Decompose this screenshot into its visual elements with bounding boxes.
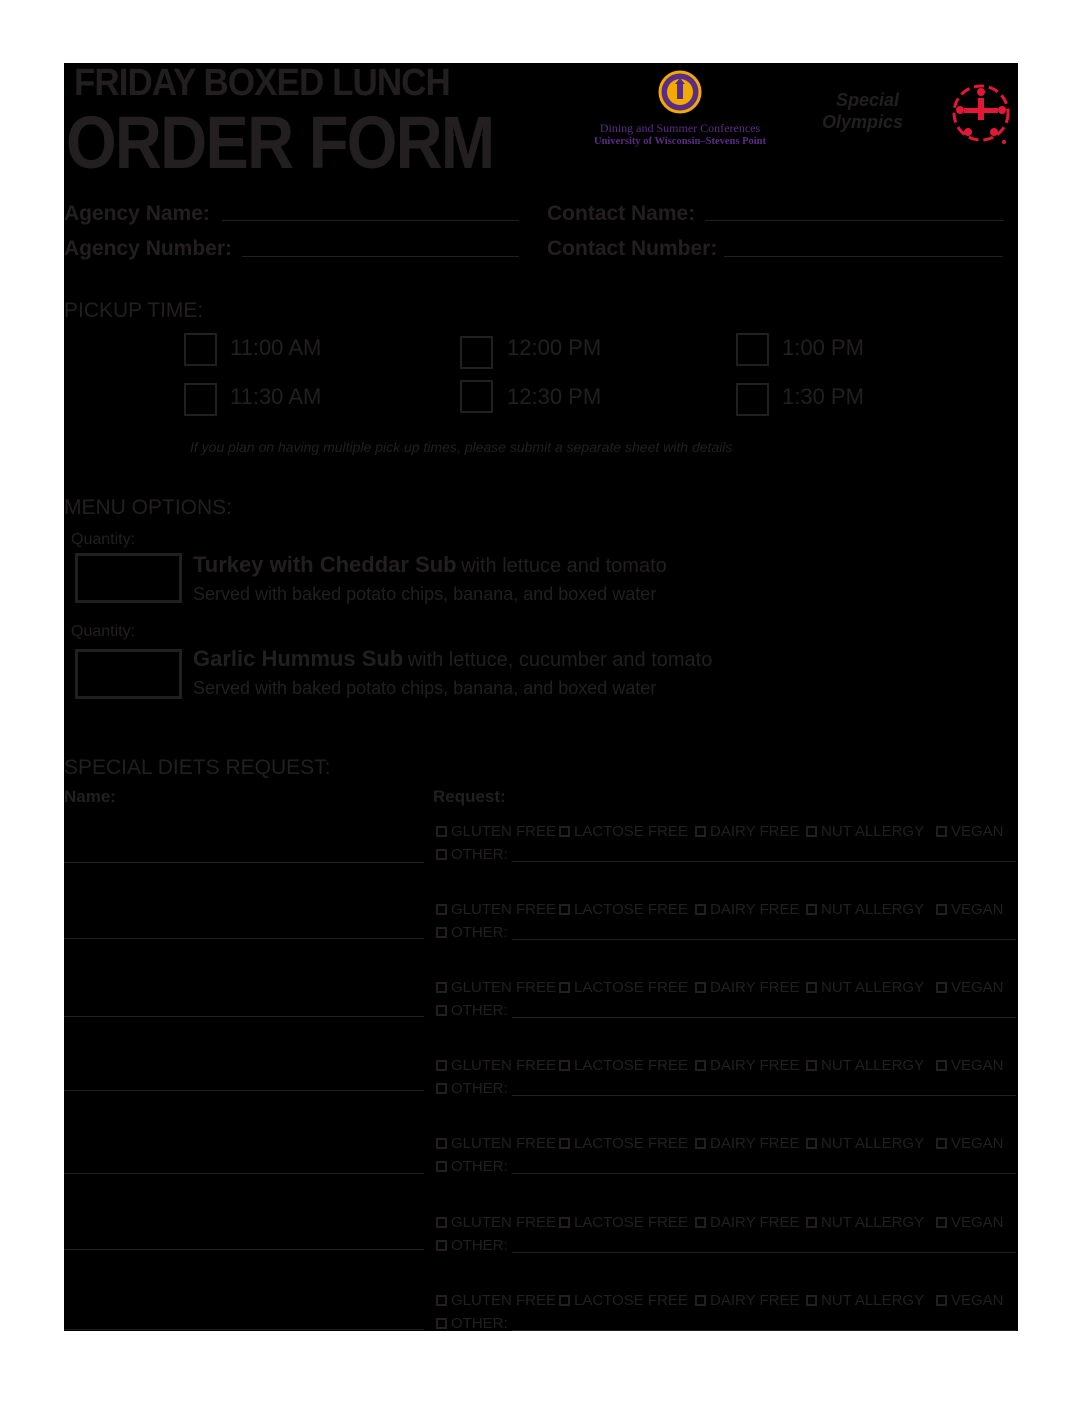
pickup-checkbox-1230[interactable]: [460, 380, 493, 413]
diet-option-label: VEGAN: [951, 1135, 1004, 1152]
checkbox-icon[interactable]: [936, 1295, 947, 1306]
pickup-time-label: 11:00 AM: [230, 335, 322, 360]
pickup-time-heading: PICKUP TIME:: [64, 299, 204, 322]
diet-option-lactose-free[interactable]: [559, 1057, 688, 1074]
diet-other-label: OTHER:: [451, 846, 508, 863]
so-logo-line1: Special: [836, 90, 900, 110]
diet-option-label: NUT ALLERGY: [821, 901, 925, 918]
diet-option-vegan[interactable]: [936, 979, 1004, 996]
pickup-checkbox-0100[interactable]: [736, 333, 769, 366]
checkbox-icon[interactable]: [559, 1295, 570, 1306]
diet-other-label: OTHER:: [451, 1237, 508, 1254]
checkbox-icon[interactable]: [436, 927, 447, 938]
diet-option-dairy-free[interactable]: [695, 823, 799, 840]
special-olympics-logo: [818, 78, 1018, 152]
checkbox-icon[interactable]: [695, 1217, 706, 1228]
checkbox-icon[interactable]: [936, 1060, 947, 1071]
checkbox-icon[interactable]: [436, 904, 447, 915]
diet-option-label: NUT ALLERGY: [821, 979, 925, 996]
checkbox-icon[interactable]: [936, 1217, 947, 1228]
diet-option-label: GLUTEN FREE: [451, 823, 557, 840]
uwsp-seal-icon: [658, 70, 702, 114]
checkbox-icon[interactable]: [936, 826, 947, 837]
menu-options-heading: MENU OPTIONS:: [64, 496, 233, 519]
diet-option-gluten-free[interactable]: [436, 1292, 556, 1309]
diet-option-label: GLUTEN FREE: [451, 1292, 557, 1309]
diets-name-column: Name:: [64, 787, 116, 806]
menu-item-desc: with lettuce and tomato: [461, 555, 667, 577]
checkbox-icon[interactable]: [936, 904, 947, 915]
uwsp-logo: [560, 70, 800, 152]
diet-other-field[interactable]: [512, 1330, 1016, 1331]
menu-item-name: Garlic Hummus Sub: [193, 646, 404, 671]
checkbox-icon[interactable]: [436, 1318, 447, 1329]
diet-option-label: GLUTEN FREE: [451, 1135, 557, 1152]
menu-item-sides: Served with baked potato chips, banana, and boxed water: [193, 584, 657, 604]
checkbox-icon[interactable]: [436, 1217, 447, 1228]
diet-option-label: NUT ALLERGY: [821, 1292, 925, 1309]
diet-option-lactose-free[interactable]: [559, 901, 688, 918]
checkbox-icon[interactable]: [436, 1161, 447, 1172]
diet-option-nut-allergy[interactable]: [806, 823, 924, 840]
diet-option-label: LACTOSE FREE: [574, 1057, 688, 1074]
special-olympics-mark-icon: [946, 78, 1016, 148]
uwsp-logo-line1: Dining and Summer Conferences: [599, 121, 761, 135]
pickup-time-label: 12:30 PM: [507, 384, 602, 409]
diet-name-field[interactable]: [64, 1249, 424, 1250]
checkbox-icon[interactable]: [436, 982, 447, 993]
agency-number-label: Agency Number:: [64, 237, 233, 260]
checkbox-icon[interactable]: [695, 982, 706, 993]
diet-other-label: OTHER:: [451, 924, 508, 941]
diet-option-nut-allergy[interactable]: [806, 1292, 924, 1309]
diet-option-label: VEGAN: [951, 1292, 1004, 1309]
diet-other-label: OTHER:: [451, 1158, 508, 1175]
pickup-time-label: 1:30 PM: [782, 384, 864, 409]
diet-other-field[interactable]: [512, 939, 1016, 940]
diet-option-label: DAIRY FREE: [710, 901, 800, 918]
diet-option-vegan[interactable]: [936, 1292, 1004, 1309]
checkbox-icon[interactable]: [806, 904, 817, 915]
diet-option-label: DAIRY FREE: [710, 1292, 800, 1309]
menu-item-turkey: [193, 552, 667, 578]
pickup-checkbox-0130[interactable]: [736, 383, 769, 416]
pickup-time-label: 11:30 AM: [230, 384, 322, 409]
diet-option-label: NUT ALLERGY: [821, 1057, 925, 1074]
checkbox-icon[interactable]: [806, 1295, 817, 1306]
diet-option-dairy-free[interactable]: [695, 979, 799, 996]
diet-option-other[interactable]: [436, 1315, 508, 1332]
contact-name-field[interactable]: [705, 220, 1004, 221]
diet-name-field[interactable]: [64, 1090, 424, 1091]
diet-option-label: NUT ALLERGY: [821, 1135, 925, 1152]
diet-option-label: LACTOSE FREE: [574, 1214, 688, 1231]
checkbox-icon[interactable]: [695, 904, 706, 915]
diet-option-dairy-free[interactable]: [695, 1135, 799, 1152]
checkbox-icon[interactable]: [436, 1060, 447, 1071]
diet-name-field[interactable]: [64, 1016, 424, 1017]
diet-option-dairy-free[interactable]: [695, 1292, 799, 1309]
diet-option-label: GLUTEN FREE: [451, 1214, 557, 1231]
checkbox-icon[interactable]: [559, 904, 570, 915]
diet-option-vegan[interactable]: [936, 1057, 1004, 1074]
diet-option-label: LACTOSE FREE: [574, 1135, 688, 1152]
diet-option-other[interactable]: [436, 1237, 508, 1254]
diet-option-gluten-free[interactable]: [436, 1214, 556, 1231]
checkbox-icon[interactable]: [559, 1060, 570, 1071]
diet-option-nut-allergy[interactable]: [806, 1214, 924, 1231]
diet-option-lactose-free[interactable]: [559, 823, 688, 840]
diet-option-label: VEGAN: [951, 1214, 1004, 1231]
checkbox-icon[interactable]: [695, 1060, 706, 1071]
turkey-quantity-input[interactable]: [75, 553, 182, 603]
diet-option-lactose-free[interactable]: [559, 1214, 688, 1231]
diet-option-other[interactable]: [436, 1002, 508, 1019]
menu-item-desc: with lettuce, cucumber and tomato: [407, 649, 713, 671]
diet-option-label: LACTOSE FREE: [574, 901, 688, 918]
diet-option-vegan[interactable]: [936, 1135, 1004, 1152]
diet-option-nut-allergy[interactable]: [806, 1057, 924, 1074]
diet-option-nut-allergy[interactable]: [806, 1135, 924, 1152]
checkbox-icon[interactable]: [559, 1217, 570, 1228]
checkbox-icon[interactable]: [436, 1240, 447, 1251]
diet-option-vegan[interactable]: [936, 823, 1004, 840]
diets-request-column: Request:: [433, 787, 506, 806]
diet-option-lactose-free[interactable]: [559, 979, 688, 996]
pickup-checkbox-1130[interactable]: [184, 383, 217, 416]
diet-option-other[interactable]: [436, 846, 508, 863]
checkbox-icon[interactable]: [436, 1005, 447, 1016]
diet-other-label: OTHER:: [451, 1080, 508, 1097]
checkbox-icon[interactable]: [436, 849, 447, 860]
diet-option-label: DAIRY FREE: [710, 1214, 800, 1231]
diet-option-lactose-free[interactable]: [559, 1135, 688, 1152]
diet-option-label: VEGAN: [951, 979, 1004, 996]
menu-item-hummus: [193, 646, 712, 672]
hummus-quantity-input[interactable]: [75, 649, 182, 699]
checkbox-icon[interactable]: [559, 1138, 570, 1149]
diet-option-vegan[interactable]: [936, 1214, 1004, 1231]
agency-name-label: Agency Name:: [64, 202, 210, 225]
checkbox-icon[interactable]: [806, 982, 817, 993]
diet-option-dairy-free[interactable]: [695, 901, 799, 918]
contact-number-field[interactable]: [724, 256, 1003, 257]
diet-other-field[interactable]: [512, 861, 1016, 862]
quantity-label: Quantity:: [71, 623, 136, 640]
diet-option-nut-allergy[interactable]: [806, 901, 924, 918]
diet-other-field[interactable]: [512, 1017, 1016, 1018]
diet-name-field[interactable]: [64, 1329, 424, 1330]
checkbox-icon[interactable]: [436, 1295, 447, 1306]
checkbox-icon[interactable]: [936, 1138, 947, 1149]
diet-option-label: LACTOSE FREE: [574, 823, 688, 840]
diet-option-lactose-free[interactable]: [559, 1292, 688, 1309]
checkbox-icon[interactable]: [806, 1060, 817, 1071]
contact-number-label: Contact Number:: [547, 237, 718, 260]
diet-option-gluten-free[interactable]: [436, 1135, 556, 1152]
contact-name-label: Contact Name:: [547, 202, 696, 225]
checkbox-icon[interactable]: [436, 1083, 447, 1094]
diet-name-field[interactable]: [64, 938, 424, 939]
diet-other-label: OTHER:: [451, 1315, 508, 1332]
diet-option-label: LACTOSE FREE: [574, 979, 688, 996]
diet-option-gluten-free[interactable]: [436, 1057, 556, 1074]
diet-option-label: DAIRY FREE: [710, 1135, 800, 1152]
diet-option-gluten-free[interactable]: [436, 823, 556, 840]
pickup-note: If you plan on having multiple pick up times, please submit a separate sheet with details: [190, 439, 733, 455]
form-title-line2: ORDER FORM: [66, 101, 494, 184]
diet-option-label: GLUTEN FREE: [451, 979, 557, 996]
diet-option-other[interactable]: [436, 924, 508, 941]
diet-option-gluten-free[interactable]: [436, 979, 556, 996]
checkbox-icon[interactable]: [806, 1138, 817, 1149]
diet-other-field[interactable]: [512, 1252, 1016, 1253]
pickup-time-label: 12:00 PM: [507, 335, 602, 360]
diet-name-field[interactable]: [64, 1173, 424, 1174]
quantity-label: Quantity:: [71, 531, 136, 548]
pickup-checkbox-1100[interactable]: [184, 333, 217, 366]
form-title-line1: FRIDAY BOXED LUNCH: [74, 62, 450, 104]
diet-option-label: DAIRY FREE: [710, 1057, 800, 1074]
so-logo-line2: Olympics: [822, 112, 904, 132]
diet-option-label: NUT ALLERGY: [821, 823, 925, 840]
checkbox-icon[interactable]: [559, 826, 570, 837]
diet-option-label: VEGAN: [951, 1057, 1004, 1074]
diet-name-field[interactable]: [64, 862, 424, 863]
checkbox-icon[interactable]: [806, 826, 817, 837]
checkbox-icon[interactable]: [695, 1295, 706, 1306]
diet-other-field[interactable]: [512, 1173, 1016, 1174]
diet-option-label: VEGAN: [951, 901, 1004, 918]
diet-other-label: OTHER:: [451, 1002, 508, 1019]
diet-other-field[interactable]: [512, 1095, 1016, 1096]
agency-name-field[interactable]: [222, 220, 519, 221]
menu-item-name: Turkey with Cheddar Sub: [193, 552, 457, 577]
special-diets-heading: SPECIAL DIETS REQUEST:: [64, 756, 331, 779]
uwsp-logo-line2: University of Wisconsin–Stevens Point: [594, 136, 766, 147]
checkbox-icon[interactable]: [695, 1138, 706, 1149]
diet-option-other[interactable]: [436, 1158, 508, 1175]
diet-option-vegan[interactable]: [936, 901, 1004, 918]
diet-option-dairy-free[interactable]: [695, 1214, 799, 1231]
diet-option-label: VEGAN: [951, 823, 1004, 840]
diet-option-other[interactable]: [436, 1080, 508, 1097]
diet-option-label: DAIRY FREE: [710, 979, 800, 996]
diet-option-dairy-free[interactable]: [695, 1057, 799, 1074]
diet-option-label: NUT ALLERGY: [821, 1214, 925, 1231]
diet-option-nut-allergy[interactable]: [806, 979, 924, 996]
checkbox-icon[interactable]: [806, 1217, 817, 1228]
pickup-checkbox-1200[interactable]: [460, 336, 493, 369]
checkbox-icon[interactable]: [436, 1138, 447, 1149]
diet-option-label: GLUTEN FREE: [451, 1057, 557, 1074]
checkbox-icon[interactable]: [559, 982, 570, 993]
diet-option-label: DAIRY FREE: [710, 823, 800, 840]
menu-item-sides: Served with baked potato chips, banana, and boxed water: [193, 678, 657, 698]
diet-option-gluten-free[interactable]: [436, 901, 556, 918]
diet-option-label: GLUTEN FREE: [451, 901, 557, 918]
checkbox-icon[interactable]: [936, 982, 947, 993]
pickup-time-label: 1:00 PM: [782, 335, 864, 360]
diet-option-label: LACTOSE FREE: [574, 1292, 688, 1309]
agency-number-field[interactable]: [242, 256, 519, 257]
checkbox-icon[interactable]: [695, 826, 706, 837]
checkbox-icon[interactable]: [436, 826, 447, 837]
